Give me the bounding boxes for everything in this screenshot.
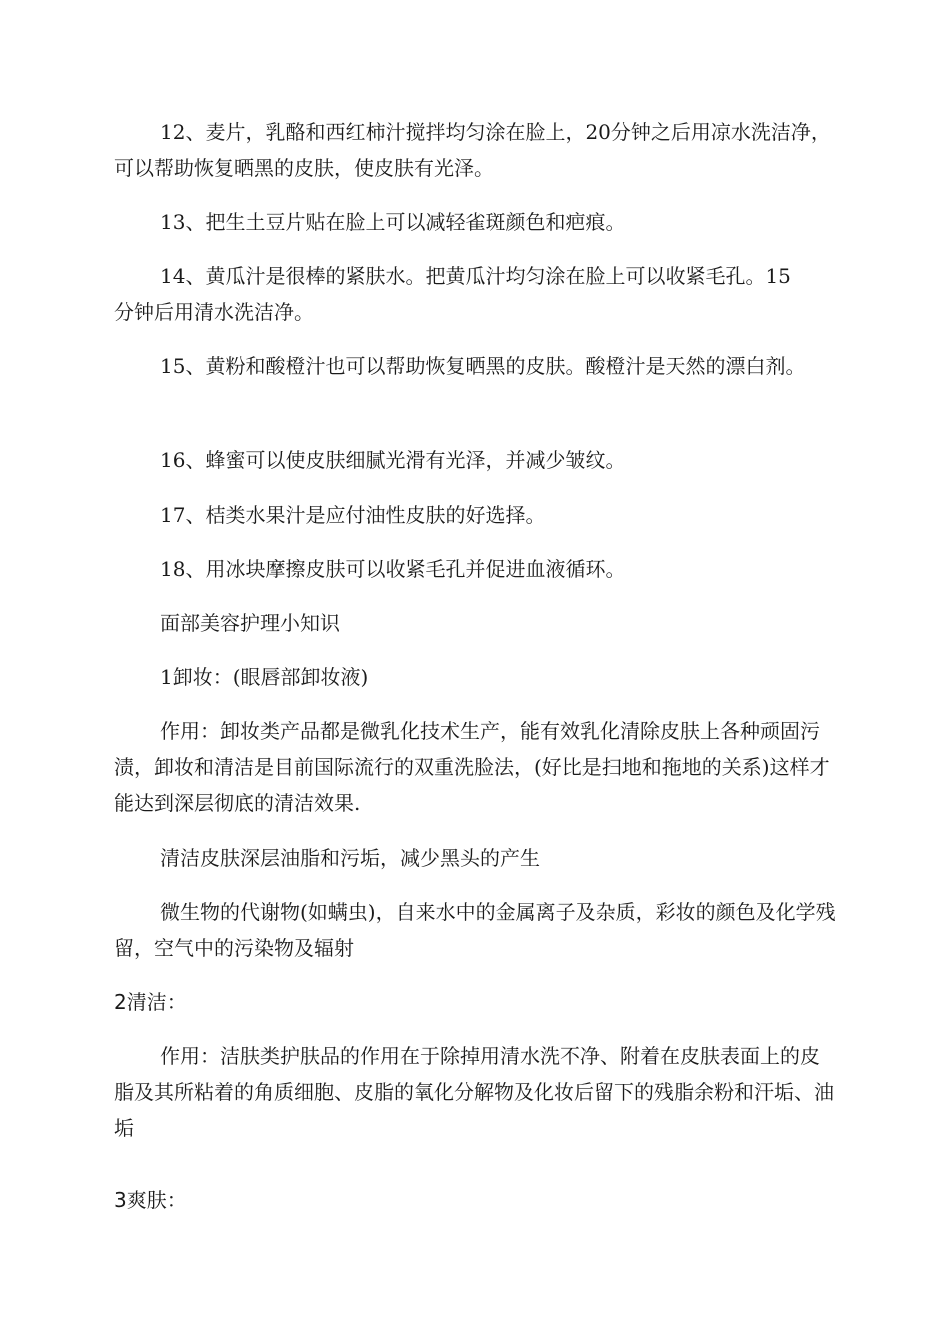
paragraph-item-14: 14、黄瓜汁是很棒的紧肤水。把黄瓜汁均匀涂在脸上可以收紧毛孔。15分钟后用清水洗洁净。 [114,264,791,324]
paragraph-makeup-removal-function: 作用：卸妆类产品都是微乳化技术生产，能有效乳化清除皮肤上各种顽固污渍，卸妆和清洁是目前国际流行的双重洗脸法，(好比是扫地和拖地的关系)这样才能达到深层彻底的清洁效果. [114,719,830,815]
paragraph-cleansing-function: 作用：洁肤类护肤品的作用在于除掉用清水洗不净、附着在皮肤表面上的皮脂及其所粘着的角质细胞、皮脂的氧化分解物及化妆后留下的残脂余粉和汗垢、油垢 [114,1044,834,1140]
paragraph-item-17: 17、桔类水果汁是应付油性皮肤的好选择。 [160,503,546,527]
paragraph-deep-cleansing: 清洁皮肤深层油脂和污垢，减少黑头的产生 [160,846,540,870]
paragraph-pollutants: 微生物的代谢物(如螨虫)，自来水中的金属离子及杂质，彩妆的颜色及化学残留，空气中的污染物及辐射 [114,900,836,960]
subheading-makeup-removal: 1卸妆：(眼唇部卸妆液) [160,665,369,689]
paragraph-item-15: 15、黄粉和酸橙汁也可以帮助恢复晒黑的皮肤。酸橙汁是天然的漂白剂。 [160,354,806,378]
paragraph-item-13: 13、把生土豆片贴在脸上可以减轻雀斑颜色和疤痕。 [160,210,626,234]
paragraph-item-12: 12、麦片，乳酪和西红柿汁搅拌均匀涂在脸上，20分钟之后用凉水洗洁净，可以帮助恢复晒黑的皮肤，使皮肤有光泽。 [114,120,831,180]
subheading-cleansing: 2清洁： [114,990,187,1014]
section-heading-facial-care: 面部美容护理小知识 [160,611,340,635]
subheading-toning: 3爽肤： [114,1188,187,1212]
paragraph-item-16: 16、蜂蜜可以使皮肤细腻光滑有光泽，并减少皱纹。 [160,448,626,472]
paragraph-item-18: 18、用冰块摩擦皮肤可以收紧毛孔并促进血液循环。 [160,557,626,581]
